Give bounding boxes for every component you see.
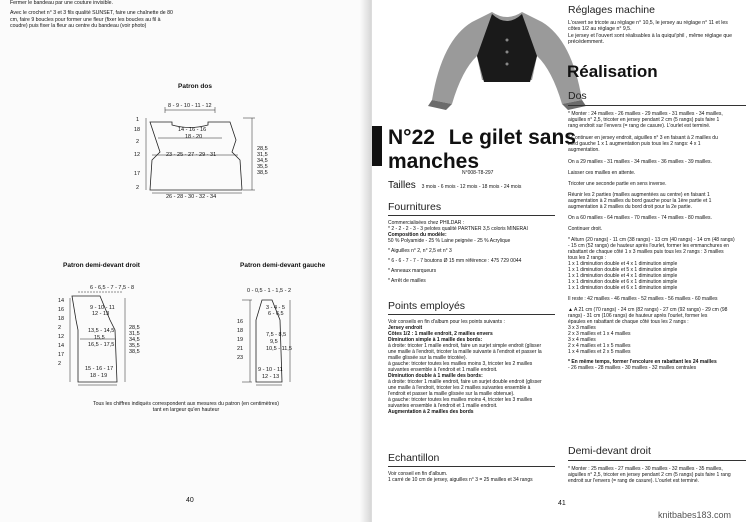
right-value: 34,5 — [129, 337, 140, 343]
droit-inner-measure: 9 - 10 - 11 — [90, 305, 115, 311]
echantillon-text — [388, 471, 560, 483]
text-line: 1 x 1 diminution double et 6 x 1 diminution simple — [568, 279, 678, 285]
text-line: Le jersey et l'ouvert sont réalisables à la quiqui'phil , même réglage que — [568, 32, 733, 39]
text-line: Commercialisées chez PHILDAR : — [388, 220, 465, 226]
text-line: Côtes 1/2 : 1 maille endroit, 2 mailles envers — [388, 331, 493, 337]
text-line: 1 x 1 diminution double et 4 x 1 diminution simple — [568, 261, 678, 267]
text-line: On a 60 mailles - 64 mailles - 70 mailles - 74 mailles - 80 mailles. — [568, 215, 712, 221]
gauche-left-measures — [237, 318, 243, 363]
dos-shoulder-measure: 14 - 16 - 16 — [178, 127, 207, 133]
text-line: maille glissée sur la maille tricotée). — [388, 355, 467, 361]
text-line: une maille à l'endroit, tricoter les 2 mailles suivantes ensemble à — [388, 385, 531, 391]
demi-droit-instructions — [568, 466, 748, 484]
text-line: à droite: tricoter 1 maille endroit, faire un surjet simple endroit (glisser — [388, 343, 542, 349]
text-line: 1 x 1 diminution double et 5 x 1 diminution simple — [568, 267, 678, 273]
text-line: On a 29 mailles - 31 mailles - 34 mailles - 36 mailles - 39 mailles. — [568, 159, 712, 165]
points-title: Points employés — [388, 300, 466, 312]
text-line: L'ouvert se tricote au réglage n° 10,5, le jersey au réglage n° 11 et les — [568, 20, 728, 26]
text-line: * Alturn (20 rangs) - 11 cm (38 rangs) - 13 cm (40 rangs) - 14 cm (48 rangs) — [568, 237, 735, 243]
gauche-mid-measure: 9,5 — [270, 339, 278, 345]
intro-line: cm, faire 9 boucles pour former une fleur (fixer les boucles au fil à — [10, 16, 161, 23]
page-number-left: 40 — [186, 497, 194, 504]
text-line: 1 x 4 mailles et 2 x 5 mailles — [568, 349, 631, 355]
dos-left-measure: 2 — [136, 139, 140, 145]
text-line: Réunir les 2 parties (mailles augmentées au centre) en faisant 1 — [568, 192, 710, 198]
text-line: Voir conseil en fin d'album. — [388, 471, 448, 477]
left-value: 21 — [237, 346, 244, 352]
text-line: 1 carré de 10 cm de jersey, aiguilles n° 3 = 25 mailles et 34 rangs — [388, 477, 533, 483]
reglages-title: Réglages machine — [568, 4, 655, 16]
text-line: Diminution simple à 1 maille des bords: — [388, 337, 483, 343]
pattern-number: N°22 — [388, 126, 435, 149]
left-value: 18 — [237, 328, 244, 334]
text-line: Voir conseils en fin d'album pour les points suivants : — [388, 319, 505, 325]
droit-top-measure: 6 - 6,5 - 7 - 7,5 - 8 — [90, 285, 135, 291]
left-value: 2 — [58, 325, 62, 331]
text-line: suivantes ensemble à l'endroit et 1 maille endroit. — [388, 403, 498, 409]
text-line: augmentation. — [568, 147, 600, 153]
gauche-inner-measure: 3 - 4 - 5 — [266, 305, 285, 311]
text-line: rang endroit sur l'envers (= rang de casure). L'ourlet est terminé. — [568, 123, 711, 129]
text-line: précédemment. — [568, 39, 605, 46]
text-line: * Monter : 25 mailles - 27 mailles - 30 mailles - 32 mailles - 35 mailles, — [568, 466, 723, 472]
droit-bottom-measure: 18 - 19 — [90, 373, 108, 379]
divider — [388, 466, 555, 467]
text-line: Composition du modèle: — [388, 232, 447, 238]
text-line: ▲ A 21 cm (70 rangs) - 24 cm (82 rangs) - 27 cm (92 rangs) - 29 cm (98 — [568, 307, 728, 313]
patron-gauche-drawing — [0, 0, 372, 522]
droit-inner-measure: 12 - 13 — [92, 311, 110, 317]
text-line: 2 x 3 mailles et 1 x 4 mailles — [568, 331, 631, 337]
divider — [568, 460, 746, 461]
left-page — [0, 0, 372, 522]
text-line: Diminution double à 1 maille des bords: — [388, 373, 483, 379]
text-line: Augmentation à 2 mailles des bords — [388, 409, 474, 415]
pattern-ref: N°008-T8-297 — [462, 170, 494, 176]
realisation-title: Réalisation — [567, 62, 658, 81]
gauche-mid-measure: 10,5 - 11,5 — [266, 346, 292, 352]
patron-dos-title: Patron dos — [178, 83, 212, 90]
points-list — [388, 319, 560, 415]
text-line: Laisser ces mailles en attente. — [568, 170, 636, 176]
left-value: 14 — [58, 298, 65, 304]
dos-instructions — [568, 111, 748, 371]
text-line: * 6 - 6 - 7 - 7 - 7 boutons Ø 15 mm référence : 475 729 0044 — [388, 258, 522, 264]
gauche-inner-measure: 6 - 6,5 — [268, 311, 284, 317]
text-line: à gauche: tricoter toutes les mailles moins 3, tricoter les 2 mailles — [388, 361, 533, 367]
pattern-name: Le gilet sans — [448, 126, 576, 149]
divider — [568, 105, 746, 106]
left-value: 12 — [58, 334, 65, 340]
watermark: knitbabes183.com — [658, 510, 732, 520]
text-line: aiguilles n° 2,5, tricoter en jersey pendant 2 cm (5 rangs) puis faire 1 — [568, 117, 720, 123]
height-value: 31,5 — [257, 152, 268, 158]
edge-tab — [372, 126, 382, 166]
dos-top-measure: 8 - 9 - 10 - 11 - 12 — [168, 103, 212, 109]
dos-left-measure: 17 — [134, 171, 141, 177]
text-line: * 2 - 2 - 2 - 3 - 3 pelotes qualité PARTNER 3,5 coloris MINERAI — [388, 226, 528, 232]
droit-mid-measure: 15,5 — [94, 335, 105, 341]
gauche-mid-measure: 7,5 - 8,5 — [266, 332, 287, 338]
text-line: l'endroit et passer la maille glissée sur la maille obtenue). — [388, 391, 515, 397]
tailles-values: 3 mois - 6 mois - 12 mois - 18 mois - 24 mois — [421, 184, 522, 190]
tailles-row — [388, 180, 521, 191]
height-value: 34,5 — [257, 158, 268, 164]
note-line: Tous les chiffres indiqués correspondent aux mesures du patron (en centimètres) — [93, 401, 279, 407]
text-line: - 15 cm (52 rangs) de hauteur après l'ourlet, former les emmanchures en — [568, 243, 730, 249]
text-line: endroit sur l'envers (= rang de casure). L'ourlet est terminé. — [568, 478, 699, 484]
dos-left-measure: 1 — [136, 117, 140, 123]
height-value: 38,5 — [257, 170, 268, 176]
fournitures-list — [388, 220, 560, 284]
right-value: 35,5 — [129, 343, 140, 349]
text-line: tous les 2 rangs : — [568, 255, 607, 261]
text-line: rabattant de chaque côté 1 x 3 mailles puis tous les 2 rangs : 3 mailles — [568, 249, 724, 255]
right-page — [372, 0, 750, 522]
droit-bottom-measure: 15 - 16 - 17 — [85, 366, 114, 372]
left-value: 16 — [58, 307, 65, 313]
patron-gauche-title: Patron demi-devant gauche — [240, 262, 326, 269]
patron-droit-title: Patron demi-devant droit — [63, 262, 140, 269]
right-value: 31,5 — [129, 331, 140, 337]
left-value: 19 — [237, 337, 244, 343]
intro-line: Avec le crochet n° 3 et 3 fils qualité SUNSET, faire une chaînette de 80 — [10, 10, 173, 17]
text-line: * Aiguilles n° 2, n° 2,5 et n° 3 — [388, 248, 452, 254]
text-line: * Continuer en jersey endroit, aiguilles n° 3 en faisant à 2 mailles du — [568, 135, 718, 141]
dos-chest-measure: 23 - 25 - 27 - 29 - 31 — [166, 152, 217, 158]
text-line: rangs) - 31 cm (106 rangs) de hauteur après l'ourlet, former les — [568, 313, 708, 319]
pattern-note — [0, 401, 372, 414]
text-line: Il reste : 42 mailles - 46 mailles - 52 mailles - 56 mailles - 60 mailles — [568, 296, 718, 302]
dos-shoulder-measure: 18 - 20 — [185, 134, 203, 140]
reglages-text — [568, 20, 746, 46]
text-line: bord gauche 1 x 1 augmentation puis tous les 2 rangs: 4 x 1 — [568, 141, 701, 147]
left-value: 14 — [58, 343, 65, 349]
text-line: augmentation à 2 mailles du bord gauche pour la 1ère partie et 1 — [568, 198, 712, 204]
text-line: 2 x 4 mailles et 1 x 5 mailles — [568, 343, 631, 349]
dos-bottom-measure: 26 - 28 - 30 - 32 - 34 — [166, 194, 217, 200]
text-line: 50 % Polyamide - 25 % Laine peignée - 25 % Acrylique — [388, 238, 511, 244]
note-line: tant en largeur qu'en hauteur — [152, 407, 220, 414]
text-line: * En même temps, former l'encolure en rabattant les 24 mailles — [568, 359, 717, 365]
text-line: à gauche: tricoter toutes les mailles moins 4, tricoter les 3 mailles — [388, 397, 533, 403]
left-value: 2 — [58, 361, 62, 367]
text-line: - 26 mailles - 28 mailles - 30 mailles - 32 mailles centrales — [568, 365, 697, 371]
text-line: épaules en rabattant de chaque côté tous les 2 rangs : — [568, 319, 689, 325]
left-value: 18 — [58, 316, 65, 322]
text-line: Jersey endroit — [388, 325, 423, 331]
left-value: 17 — [58, 352, 65, 358]
text-line: * Anneaux marqueurs — [388, 268, 437, 274]
pattern-title — [388, 126, 576, 150]
gauche-top-measure: 0 - 0,5 - 1 - 1,5 - 2 — [247, 288, 292, 294]
text-line: à droite: tricoter 1 maille endroit, faire un surjet double endroit (glisser — [388, 379, 542, 385]
page-number-right: 41 — [558, 500, 566, 507]
text-line: Tricoter une seconde partie en sens inverse. — [568, 181, 667, 187]
fournitures-title: Fournitures — [388, 201, 442, 213]
dos-left-measure: 12 — [134, 152, 141, 158]
text-line: 3 x 4 mailles — [568, 337, 596, 343]
text-line: 1 x 1 diminution double et 4 x 1 diminution simple — [568, 273, 678, 279]
intro-line: Fermer le bandeau par une couture invisible. — [10, 0, 113, 6]
text-line: suivantes ensemble à l'endroit et 1 maille endroit. — [388, 367, 498, 373]
text-line: 3 x 3 mailles — [568, 325, 596, 331]
height-value: 35,5 — [257, 164, 268, 170]
gauche-bottom-measure: 12 - 13 — [262, 374, 280, 380]
dos-title: Dos — [568, 90, 587, 102]
dos-left-measure: 2 — [136, 185, 140, 191]
echantillon-title: Echantillon — [388, 452, 440, 464]
text-line: Continuer droit. — [568, 226, 603, 232]
text-line: 1 x 1 diminution double et 6 x 1 diminution simple — [568, 285, 678, 291]
divider — [388, 215, 555, 216]
text-line: * Monter : 24 mailles - 26 mailles - 29 mailles - 31 mailles - 34 mailles, — [568, 111, 723, 117]
right-value: 38,5 — [129, 349, 140, 355]
droit-mid-measure: 16,5 - 17,5 — [88, 342, 115, 348]
text-line: * Arrêt de mailles — [388, 278, 426, 284]
text-line: côtes 1/2 au réglage n° 9,5. — [568, 26, 632, 33]
left-value: 16 — [237, 319, 244, 325]
height-value: 28,5 — [257, 146, 268, 152]
divider — [388, 314, 555, 315]
gauche-bottom-measure: 9 - 10 - 11 — [258, 367, 283, 373]
left-value: 23 — [237, 355, 244, 361]
demi-droit-title: Demi-devant droit — [568, 445, 651, 457]
intro-line: coudre) puis fixer la fleur au centre du bandeau (voir photo) — [10, 23, 147, 30]
right-value: 28,5 — [129, 325, 140, 331]
text-line: aiguilles n° 2,5, tricoter en jersey pendant 2 cm (5 rangs) puis faire 1 rang — [568, 472, 731, 478]
dos-left-measure: 18 — [134, 127, 141, 133]
text-line: une maille à l'endroit, tricoter la maille suivante à l'endroit et passer la — [388, 349, 542, 355]
tailles-label: Tailles — [388, 180, 416, 191]
text-line: augmentation à 2 mailles du bord droit pour la 2e partie. — [568, 204, 692, 210]
droit-mid-measure: 13,5 - 14,5 — [88, 328, 115, 334]
pattern-title-line-2: manches — [388, 150, 480, 173]
